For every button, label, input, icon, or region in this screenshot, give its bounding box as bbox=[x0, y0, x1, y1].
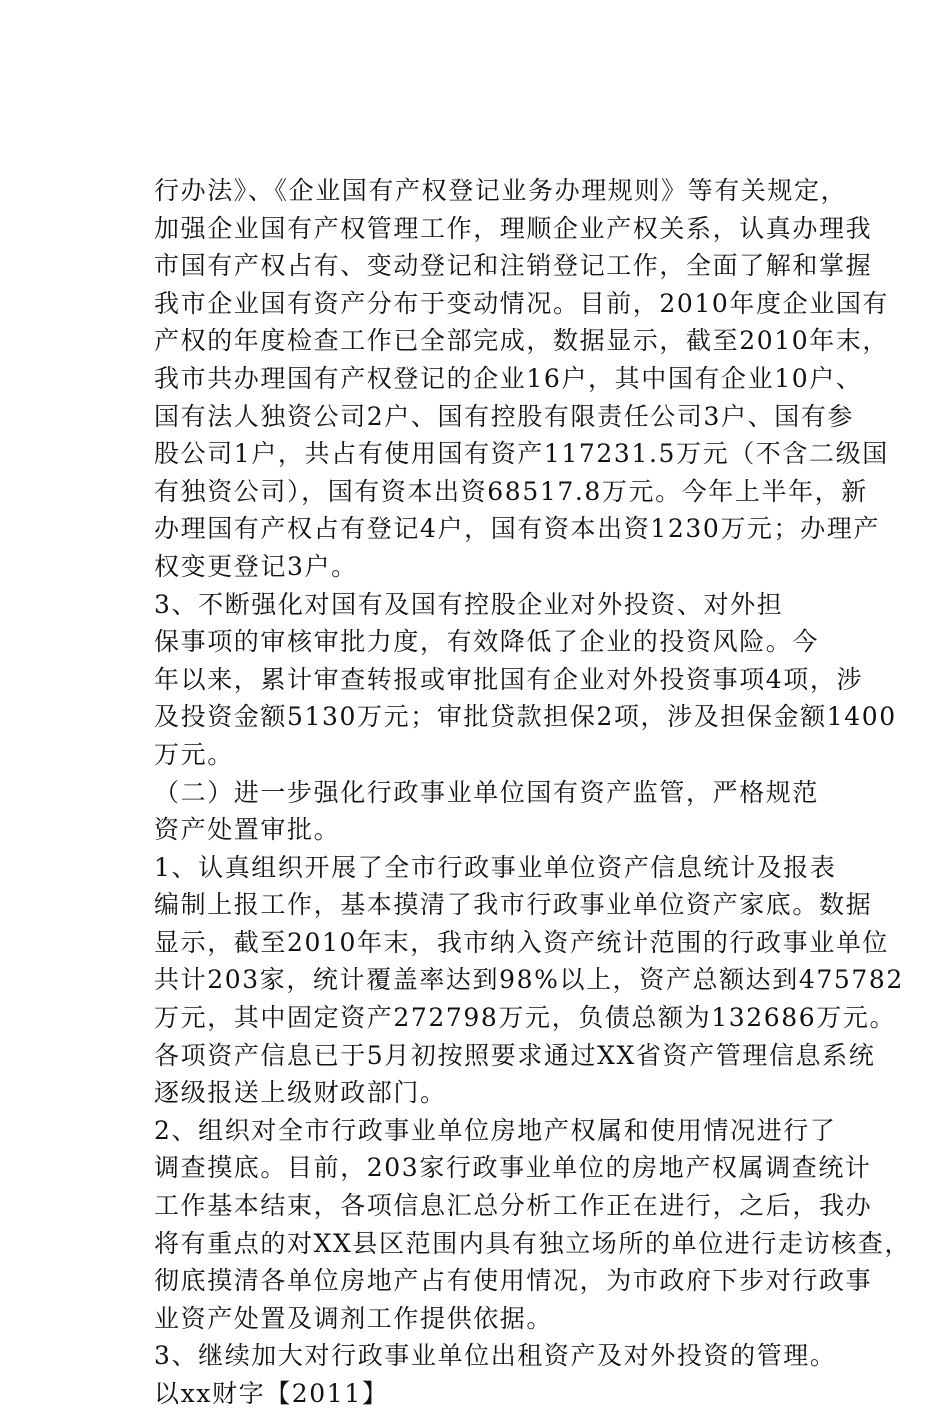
text-line: 我市共办理国有产权登记的企业16户，其中国有企业10户、 bbox=[154, 363, 863, 393]
text-line: 办理国有产权占有登记4户，国有资本出资1230万元；办理产 bbox=[154, 514, 880, 544]
text-line: 保事项的审核审批力度，有效降低了企业的投资风险。今 bbox=[154, 627, 820, 657]
text-line: 加强企业国有产权管理工作，理顺企业产权关系，认真办理我 bbox=[154, 213, 873, 243]
text-line: 权变更登记3户。 bbox=[154, 551, 358, 581]
text-line: 编制上报工作，基本摸清了我市行政事业单位资产家底。数据 bbox=[154, 890, 873, 920]
text-line: 共计203家，统计覆盖率达到98%以上，资产总额达到475782 bbox=[154, 965, 904, 995]
text-line: 工作基本结束，各项信息汇总分析工作正在进行，之后，我办 bbox=[154, 1191, 873, 1221]
text-line: 调查摸底。目前，203家行政事业单位的房地产权属调查统计 bbox=[154, 1153, 872, 1183]
text-line: 资产处置审批。 bbox=[154, 815, 341, 845]
text-line: 1、认真组织开展了全市行政事业单位资产信息统计及报表 bbox=[154, 852, 837, 882]
text-line: 业资产处置及调剂工作提供依据。 bbox=[154, 1303, 554, 1333]
text-line: 万元。 bbox=[154, 739, 234, 769]
text-line: 各项资产信息已于5月初按照要求通过XX省资产管理信息系统 bbox=[154, 1040, 876, 1070]
text-line: 显示，截至2010年末，我市纳入资产统计范围的行政事业单位 bbox=[154, 927, 890, 957]
text-line: 以xx财字【2011】 bbox=[154, 1379, 389, 1408]
text-line: 国有法人独资公司2户、国有控股有限责任公司3户、国有参 bbox=[154, 401, 855, 431]
text-line: 彻底摸清各单位房地产占有使用情况，为市政府下步对行政事 bbox=[154, 1266, 873, 1296]
text-line: 有独资公司），国有资本出资68517.8万元。今年上半年，新 bbox=[154, 476, 868, 506]
text-line: 股公司1户，共占有使用国有资产117231.5万元（不含二级国 bbox=[154, 439, 889, 469]
text-line: 3、不断强化对国有及国有控股企业对外投资、对外担 bbox=[154, 589, 784, 619]
text-line: 逐级报送上级财政部门。 bbox=[154, 1078, 447, 1108]
text-line: 及投资金额5130万元；审批贷款担保2项，涉及担保金额1400 bbox=[154, 702, 897, 732]
text-line: 市国有产权占有、变动登记和注销登记工作，全面了解和掌握 bbox=[154, 251, 873, 281]
text-line: 产权的年度检查工作已全部完成，数据显示，截至2010年末， bbox=[154, 326, 890, 356]
text-line: 行办法》、《企业国有产权登记业务办理规则》等有关规定， bbox=[154, 176, 848, 205]
text-line: 2、组织对全市行政事业单位房地产权属和使用情况进行了 bbox=[154, 1115, 837, 1145]
text-line: 万元，其中固定资产272798万元，负债总额为132686万元。 bbox=[154, 1003, 897, 1033]
text-line: 将有重点的对XX县区范围内具有独立场所的单位进行走访核查， bbox=[154, 1228, 911, 1258]
body-text bbox=[154, 172, 911, 1413]
text-line: 年以来，累计审查转报或审批国有企业对外投资事项4项，涉 bbox=[154, 664, 864, 694]
text-line: （二）进一步强化行政事业单位国有资产监管，严格规范 bbox=[154, 777, 820, 807]
text-line: 我市企业国有资产分布于变动情况。目前，2010年度企业国有 bbox=[154, 288, 890, 318]
text-line: 3、继续加大对行政事业单位出租资产及对外投资的管理。 bbox=[154, 1341, 837, 1371]
